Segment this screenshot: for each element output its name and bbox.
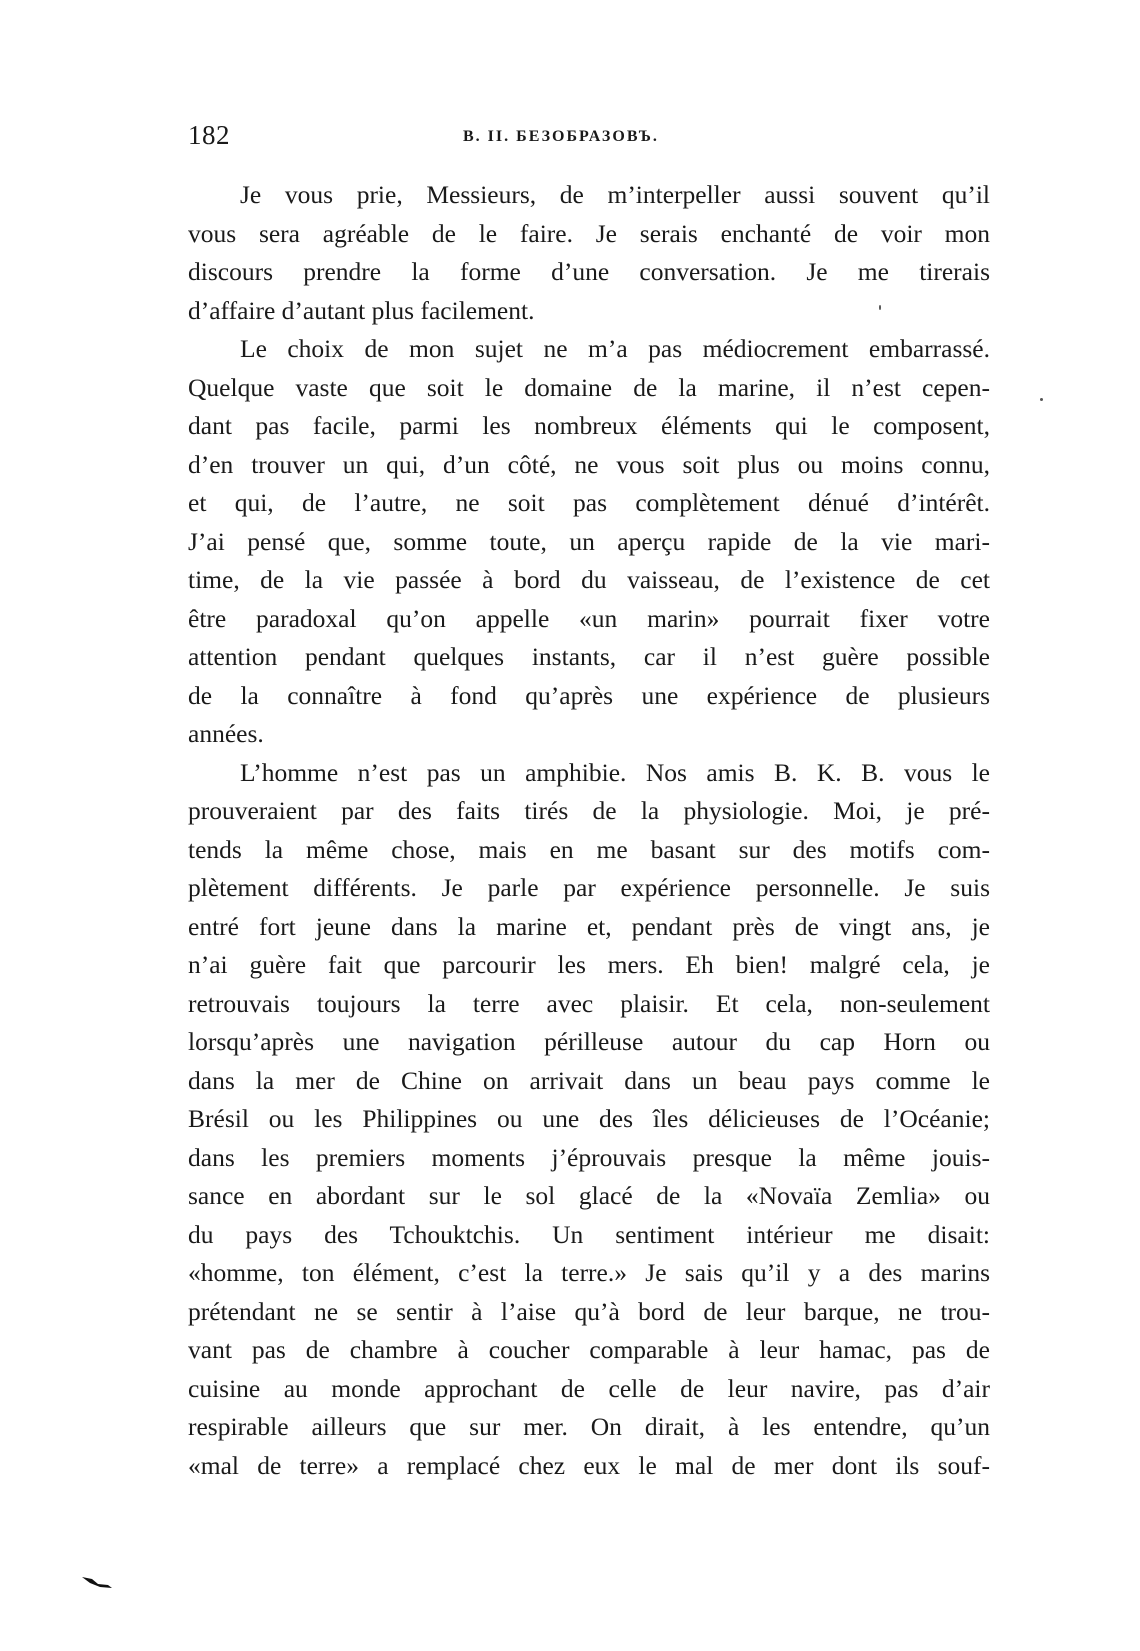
text-line: prouveraient par des faits tirés de la physiologie. Moi, je pré- bbox=[188, 796, 990, 825]
text-line: respirable ailleurs que sur mer. On dirait, à les entendre, qu’un bbox=[188, 1412, 990, 1441]
text-line: et qui, de l’autre, ne soit pas complètement dénué d’intérêt. bbox=[188, 488, 990, 517]
text-line: «homme, ton élément, c’est la terre.» Je sais qu’il y a des marins bbox=[188, 1258, 990, 1287]
text-line: tends la même chose, mais en me basant sur des motifs com- bbox=[188, 834, 990, 864]
text-line: dans les premiers moments j’éprouvais presque la même jouis- bbox=[188, 1142, 990, 1172]
running-head: B. II. БЕЗОБРАЗОВЪ. bbox=[463, 128, 659, 145]
text-line: vous sera agréable de le faire. Je serais enchanté de voir mon bbox=[188, 218, 990, 248]
text-line: du pays des Tchouktchis. Un sentiment intérieur me disait: bbox=[188, 1219, 990, 1249]
text-line: «mal de terre» a remplacé chez eux le mal de mer dont ils souf- bbox=[188, 1450, 990, 1480]
text-line: retrouvais toujours la terre avec plaisir. Et cela, non-seulement bbox=[188, 988, 990, 1018]
text-line: dant pas facile, parmi les nombreux éléments qui le composent, bbox=[188, 411, 990, 440]
text-line: entré fort jeune dans la marine et, pendant près de vingt ans, je bbox=[188, 911, 990, 941]
text-line: vant pas de chambre à coucher comparable à leur hamac, pas de bbox=[188, 1335, 990, 1364]
text-line: J’ai pensé que, somme toute, un aperçu rapide de la vie mari- bbox=[188, 526, 990, 556]
text-line: d’en trouver un qui, d’un côté, ne vous soit plus ou moins connu, bbox=[188, 449, 990, 479]
text-line: d’affaire d’autant plus facilement. bbox=[188, 295, 535, 325]
text-line: n’ai guère fait que parcourir les mers. Eh bien! malgré cela, je bbox=[188, 950, 990, 979]
text-line: lorsqu’après une navigation périlleuse autour du cap Horn ou bbox=[188, 1027, 990, 1056]
text-line: plètement différents. Je parle par expérience personnelle. Je suis bbox=[188, 873, 990, 902]
print-speck bbox=[1040, 398, 1043, 401]
text-line: cuisine au monde approchant de celle de leur navire, pas d’air bbox=[188, 1373, 990, 1403]
text-line: attention pendant quelques instants, car il n’est guère possible bbox=[188, 642, 990, 671]
text-line: sance en abordant sur le sol glacé de la «Novaïa Zemlia» ou bbox=[188, 1181, 990, 1210]
text-line: années. bbox=[188, 719, 264, 748]
text-line: discours prendre la forme d’une conversation. Je me tirerais bbox=[188, 257, 990, 286]
page-number: 182 bbox=[188, 120, 230, 150]
page-header bbox=[188, 120, 988, 160]
text-line: Quelque vaste que soit le domaine de la marine, il n’est cepen- bbox=[188, 372, 990, 402]
text-line: Le choix de mon sujet ne m’a pas médiocrement embarrassé. bbox=[240, 334, 990, 363]
text-line: être paradoxal qu’on appelle «un marin» pourrait fixer votre bbox=[188, 603, 990, 633]
text-line: Brésil ou les Philippines ou une des îles délicieuses de l’Océanie; bbox=[188, 1104, 990, 1133]
text-line: de la connaître à fond qu’après une expérience de plusieurs bbox=[188, 680, 990, 710]
text-line: prétendant ne se sentir à l’aise qu’à bord de leur barque, ne trou- bbox=[188, 1296, 990, 1326]
corner-mark-icon bbox=[82, 1575, 114, 1589]
print-speck bbox=[879, 305, 881, 310]
text-line: time, de la vie passée à bord du vaisseau, de l’existence de cet bbox=[188, 565, 990, 594]
body-text bbox=[188, 176, 990, 1485]
text-line: dans la mer de Chine on arrivait dans un beau pays comme le bbox=[188, 1065, 990, 1095]
text-line: Je vous prie, Messieurs, de m’interpeller aussi souvent qu’il bbox=[240, 180, 990, 209]
text-line: L’homme n’est pas un amphibie. Nos amis B. K. B. vous le bbox=[240, 757, 990, 787]
